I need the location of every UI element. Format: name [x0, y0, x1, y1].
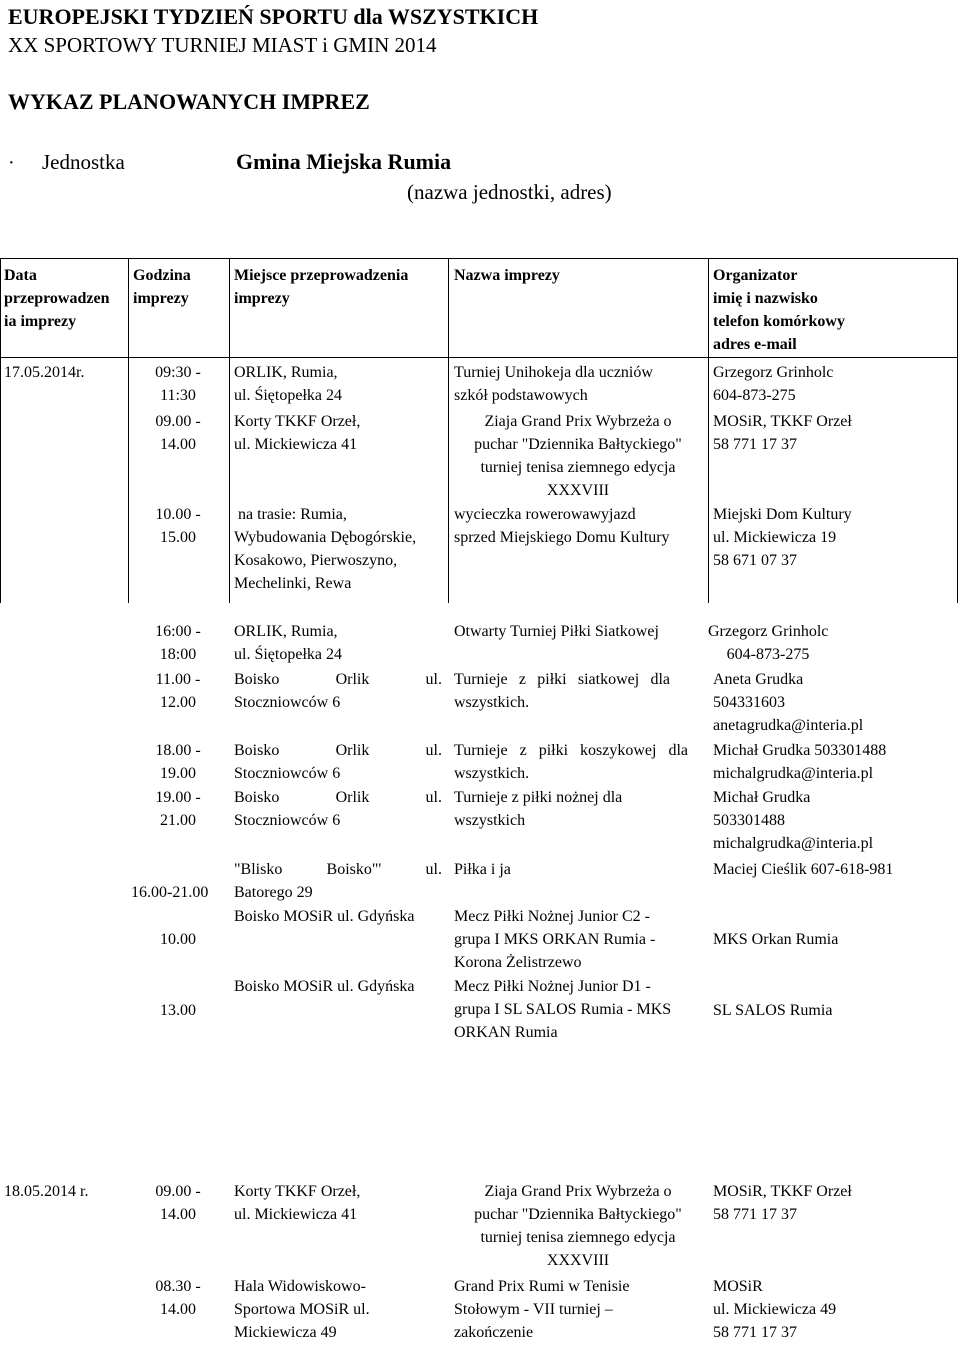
- row-organizer: MOSiR, TKKF Orzeł 58 771 17 37: [713, 413, 852, 453]
- row-place: "Blisko Boisko"' ul. Batorego 29: [234, 861, 442, 901]
- row-organizer: MOSiR ul. Mickiewicza 49 58 771 17 37: [713, 1278, 837, 1341]
- row-event-name: Turniej Unihokeja dla uczniów szkół podstawowych: [454, 364, 653, 404]
- row-place: Boisko MOSiR ul. Gdyńska: [234, 978, 415, 995]
- row-time: 18.00 - 19.00: [155, 742, 201, 782]
- row-organizer: MOSiR, TKKF Orzeł 58 771 17 37: [713, 1183, 852, 1223]
- column-header-date: Data przeprowadzen ia imprezy: [4, 267, 110, 330]
- row-organizer: Michał Grudka 503301488 michalgrudka@interia.pl: [713, 742, 887, 782]
- row-place: na trasie: Rumia, Wybudowania Dębogórskie, Kosakowo, Pierwoszyno, Mechelinki, Rewa: [234, 506, 417, 592]
- row-organizer: Michał Grudka 503301488 michalgrudka@interia.pl: [713, 789, 874, 852]
- row-time: 10.00: [160, 931, 196, 948]
- row-organizer: Miejski Dom Kultury ul. Mickiewicza 19 58 671 07 37: [713, 506, 852, 569]
- row-place: ORLIK, Rumia, ul. Śiętopełka 24: [234, 364, 342, 404]
- row-place: Hala Widowiskowo- Sportowa MOSiR ul. Mickiewicza 49: [234, 1278, 370, 1341]
- row-place: Korty TKKF Orzeł, ul. Mickiewicza 41: [234, 1183, 361, 1223]
- header-bottom-border: [0, 357, 958, 358]
- row-time: 09.00 - 14.00: [155, 413, 201, 453]
- row-time: 09.00 - 14.00: [155, 1183, 201, 1223]
- column-header-name: Nazwa imprezy: [454, 267, 560, 284]
- table-border-left: [0, 258, 1, 603]
- row-event-name: Piłka i ja: [454, 861, 511, 878]
- row-event-name: Otwarty Turniej Piłki Siatkowej: [454, 623, 659, 640]
- row-date: 18.05.2014 r.: [4, 1183, 89, 1200]
- row-organizer: Grzegorz Grinholc 604-873-275: [708, 623, 829, 663]
- row-time: 13.00: [160, 1002, 196, 1019]
- column-header-time: Godzina imprezy: [133, 267, 191, 307]
- row-time: 16.00-21.00: [131, 884, 209, 901]
- row-event-name: Grand Prix Rumi w Tenisie Stołowym - VII turniej – zakończenie: [454, 1278, 630, 1341]
- row-event-name: Turnieje z piłki siatkowej dla wszystkich.: [454, 671, 670, 711]
- table-border-right: [957, 258, 958, 603]
- row-place: Boisko Orlik ul. Stoczniowców 6: [234, 671, 442, 711]
- column-header-place: Miejsce przeprowadzenia imprezy: [234, 267, 409, 307]
- table-top-border: [0, 258, 958, 259]
- row-organizer: MKS Orkan Rumia: [713, 931, 839, 948]
- row-place: Korty TKKF Orzeł, ul. Mickiewicza 41: [234, 413, 361, 453]
- unit-name: Gmina Miejska Rumia: [236, 149, 452, 174]
- row-time: 19.00 - 21.00: [155, 789, 201, 829]
- row-event-name: Ziaja Grand Prix Wybrzeża o puchar "Dziennika Bałtyckiego" turniej tenisa ziemnego edycja XXXVIII: [474, 1183, 682, 1269]
- unit-subtitle: (nazwa jednostki, adres): [407, 180, 612, 204]
- row-place: ORLIK, Rumia, ul. Śiętopełka 24: [234, 623, 342, 663]
- col-divider-4: [708, 258, 709, 603]
- col-divider-2: [229, 258, 230, 603]
- row-time: 11.00 - 12.00: [155, 671, 201, 711]
- row-organizer: Aneta Grudka 504331603 anetagrudka@interia.pl: [713, 671, 864, 734]
- page-subtitle: XX SPORTOWY TURNIEJ MIAST i GMIN 2014: [8, 33, 437, 57]
- row-date: 17.05.2014r.: [4, 364, 85, 381]
- column-header-organizer: Organizator imię i nazwisko telefon komórkowy adres e-mail: [713, 267, 845, 353]
- row-time: 10.00 - 15.00: [155, 506, 201, 546]
- row-event-name: wycieczka rowerowawyjazd sprzed Miejskiego Domu Kultury: [454, 506, 670, 546]
- row-place: Boisko Orlik ul. Stoczniowców 6: [234, 742, 442, 782]
- row-event-name: Mecz Piłki Nożnej Junior D1 - grupa I SL SALOS Rumia - MKS ORKAN Rumia: [454, 978, 672, 1041]
- row-organizer: Maciej Cieślik 607-618-981: [713, 861, 894, 878]
- row-event-name: Turnieje z piłki koszykowej dla wszystkich.: [454, 742, 688, 782]
- row-place: Boisko MOSiR ul. Gdyńska: [234, 908, 415, 925]
- bullet-dot: ·: [8, 152, 15, 174]
- row-time: 09:30 - 11:30: [155, 364, 201, 404]
- row-place: Boisko Orlik ul. Stoczniowców 6: [234, 789, 442, 829]
- unit-label: Jednostka: [42, 150, 125, 174]
- row-event-name: Turnieje z piłki nożnej dla wszystkich: [454, 789, 623, 829]
- row-time: 16:00 - 18:00: [155, 623, 201, 663]
- row-organizer: SL SALOS Rumia: [713, 1002, 833, 1019]
- row-event-name: Ziaja Grand Prix Wybrzeża o puchar "Dziennika Bałtyckiego" turniej tenisa ziemnego edycja XXXVIII: [474, 413, 682, 499]
- page-title: EUROPEJSKI TYDZIEŃ SPORTU dla WSZYSTKICH: [8, 4, 539, 29]
- list-title: WYKAZ PLANOWANYCH IMPREZ: [8, 89, 370, 114]
- row-event-name: Mecz Piłki Nożnej Junior C2 - grupa I MKS ORKAN Rumia - Korona Żelistrzewo: [454, 908, 656, 971]
- row-organizer: Grzegorz Grinholc 604-873-275: [713, 364, 834, 404]
- row-time: 08.30 - 14.00: [155, 1278, 201, 1318]
